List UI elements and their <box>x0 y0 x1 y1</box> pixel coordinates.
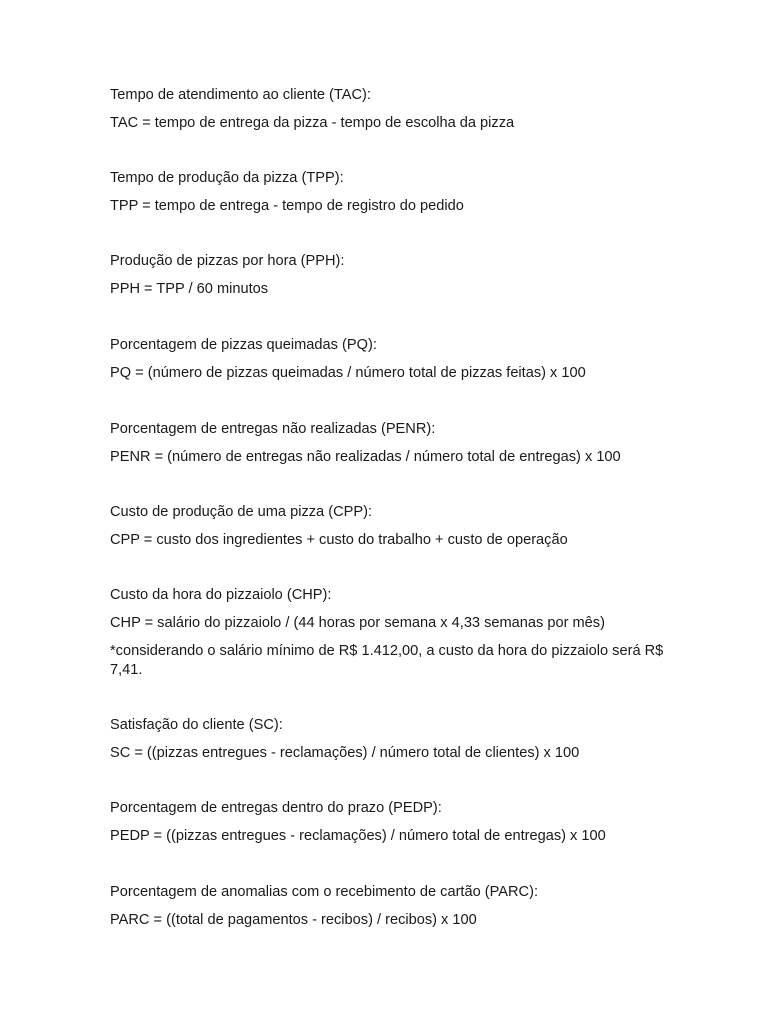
cpp-heading: Custo de produção de uma pizza (CPP): <box>110 504 373 520</box>
pq-heading: Porcentagem de pizzas queimadas (PQ): <box>110 337 377 353</box>
pph-formula: PPH = TPP / 60 minutos <box>110 281 269 297</box>
parc-heading: Porcentagem de anomalias com o recebimento de cartão (PARC): <box>110 884 539 900</box>
penr-formula: PENR = (número de entregas não realizadas / número total de entregas) x 100 <box>110 449 621 465</box>
pph-heading: Produção de pizzas por hora (PPH): <box>110 253 345 269</box>
tpp-formula: TPP = tempo de entrega - tempo de registro do pedido <box>110 198 464 214</box>
sc-heading: Satisfação do cliente (SC): <box>110 717 283 733</box>
tac-formula: TAC = tempo de entrega da pizza - tempo de escolha da pizza <box>110 115 515 131</box>
pedp-heading: Porcentagem de entregas dentro do prazo (PEDP): <box>110 800 442 816</box>
pq-formula: PQ = (número de pizzas queimadas / número total de pizzas feitas) x 100 <box>110 365 586 381</box>
tac-heading: Tempo de atendimento ao cliente (TAC): <box>110 87 371 103</box>
tpp-heading: Tempo de produção da pizza (TPP): <box>110 170 344 186</box>
cpp-formula: CPP = custo dos ingredientes + custo do trabalho + custo de operação <box>110 532 568 548</box>
chp-formula: CHP = salário do pizzaiolo / (44 horas por semana x 4,33 semanas por mês) <box>110 615 605 631</box>
sc-formula: SC = ((pizzas entregues - reclamações) / número total de clientes) x 100 <box>110 745 580 761</box>
parc-formula: PARC = ((total de pagamentos - recibos) / recibos) x 100 <box>110 912 477 928</box>
chp-note: *considerando o salário mínimo de R$ 1.412,00, a custo da hora do pizzaiolo será R$ 7,41. <box>110 643 664 678</box>
pedp-formula: PEDP = ((pizzas entregues - reclamações) / número total de entregas) x 100 <box>110 828 606 844</box>
chp-heading: Custo da hora do pizzaiolo (CHP): <box>110 587 332 603</box>
penr-heading: Porcentagem de entregas não realizadas (PENR): <box>110 421 436 437</box>
